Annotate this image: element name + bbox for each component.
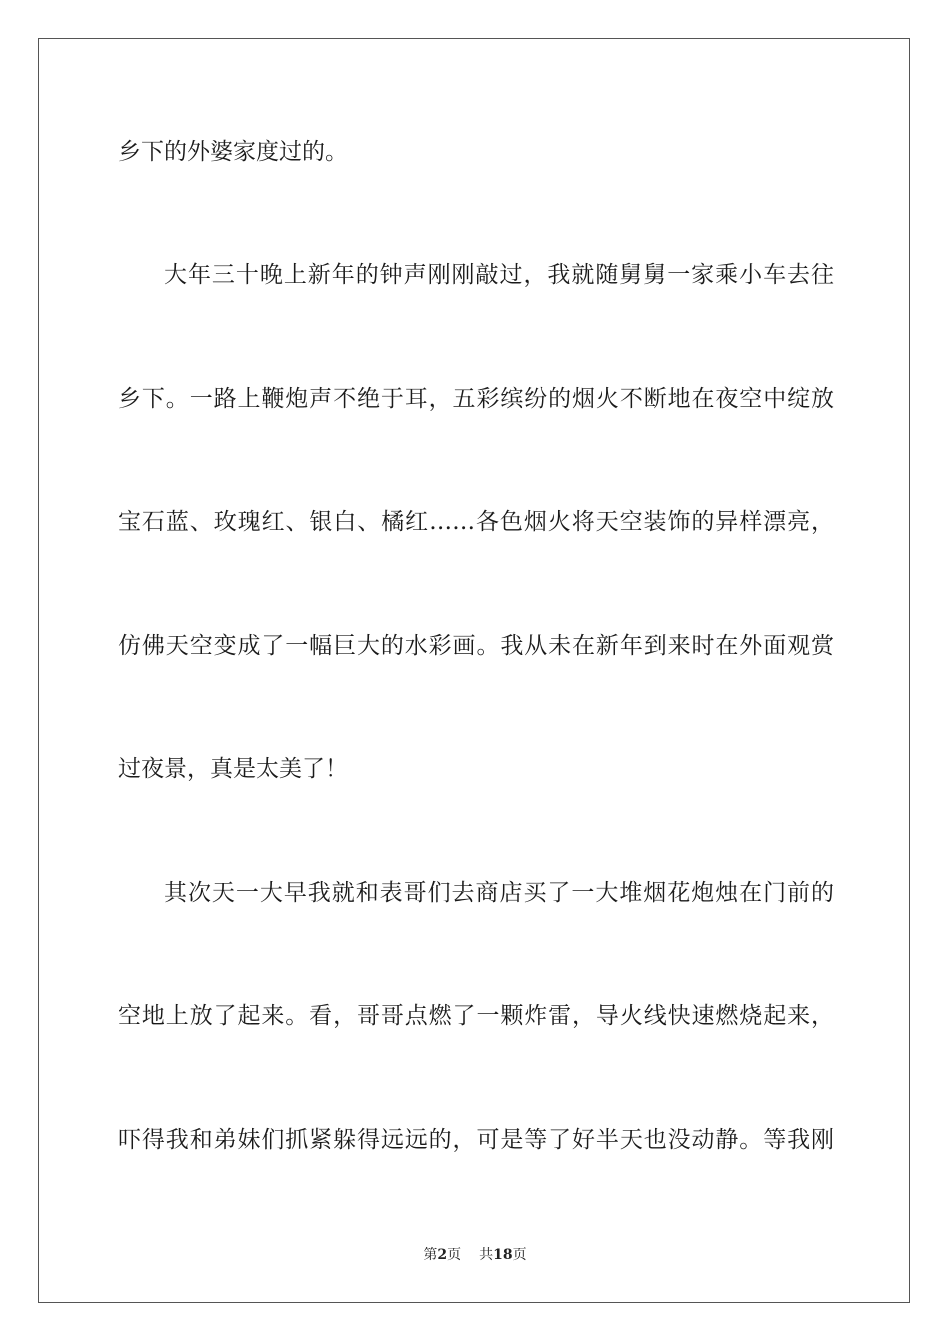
page-footer	[0, 1246, 950, 1264]
footer-total-number: 18	[493, 1247, 513, 1263]
text-line-7: 其次天一大早我就和表哥们去商店买了一大堆烟花炮烛在门前的	[164, 880, 834, 906]
footer-page-prefix: 第	[423, 1247, 438, 1263]
text-line-2: 大年三十晚上新年的钟声刚刚敲过，我就随舅舅一家乘小车去往	[164, 262, 834, 288]
page-frame	[38, 38, 910, 1303]
text-line-4: 宝石蓝、玫瑰红、银白、橘红……各色烟火将天空装饰的异样漂亮，	[118, 509, 834, 535]
footer-page-suffix: 页	[447, 1247, 462, 1263]
text-line-3: 乡下。一路上鞭炮声不绝于耳，五彩缤纷的烟火不断地在夜空中绽放	[118, 386, 834, 412]
text-line-9: 吓得我和弟妹们抓紧躲得远远的，可是等了好半天也没动静。等我刚	[118, 1127, 834, 1153]
footer-total-suffix: 页	[512, 1247, 527, 1263]
footer-page-number: 2	[437, 1247, 448, 1263]
footer-total-prefix: 共	[479, 1247, 494, 1263]
text-line-1: 乡下的外婆家度过的。	[118, 139, 348, 165]
text-line-6: 过夜景，真是太美了！	[118, 756, 348, 782]
text-line-8: 空地上放了起来。看，哥哥点燃了一颗炸雷，导火线快速燃烧起来，	[118, 1003, 834, 1029]
text-line-5: 仿佛天空变成了一幅巨大的水彩画。我从未在新年到来时在外面观赏	[118, 633, 834, 659]
